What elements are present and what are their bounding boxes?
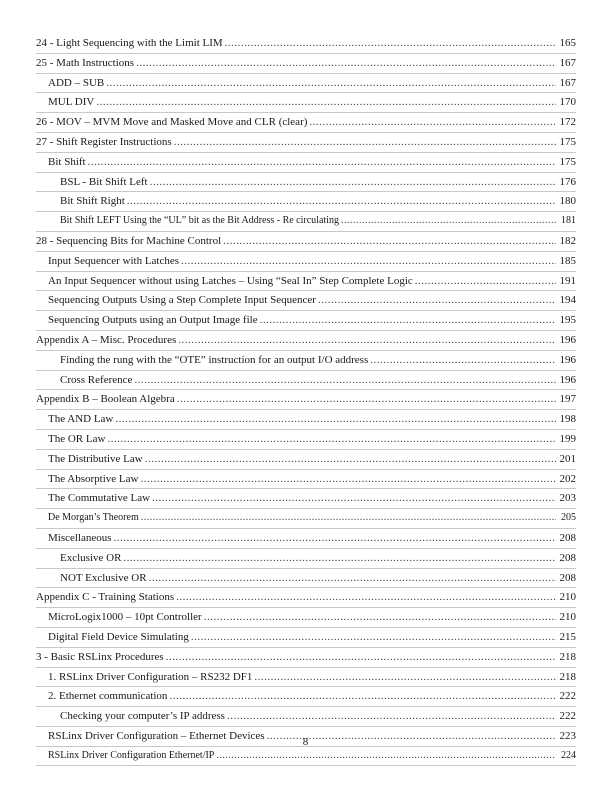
toc-entry-line (36, 588, 576, 607)
toc-entry-line (48, 311, 576, 330)
toc-entry[interactable] (36, 588, 576, 608)
toc-entry[interactable] (36, 232, 576, 252)
toc-entry-page: 199 (559, 432, 576, 445)
toc-entry-title: An Input Sequencer without using Latches – Using “Seal In” Step Complete Logic (48, 274, 413, 287)
toc-entry[interactable] (36, 569, 576, 589)
toc-entry[interactable] (36, 450, 576, 470)
toc-entry-title: Input Sequencer with Latches (48, 254, 180, 267)
toc-entry[interactable] (36, 687, 576, 707)
toc-entry-title: Appendix A – Misc. Procedures (36, 333, 177, 346)
toc-entry[interactable] (36, 529, 576, 549)
toc-entry-line (36, 34, 576, 53)
toc-entry-line (60, 371, 576, 390)
toc-entry-title: The Absorptive Law (48, 472, 139, 485)
toc-entry-page: 175 (559, 135, 576, 148)
toc-dot-leader (223, 232, 556, 251)
toc-entry[interactable] (36, 311, 576, 331)
toc-entry-line (48, 252, 576, 271)
toc-entry-page: 175 (559, 155, 576, 168)
toc-entry[interactable] (36, 54, 576, 74)
toc-entry-title: The Distributive Law (48, 452, 143, 465)
toc-entry-page: 194 (559, 294, 576, 307)
toc-entry-page: 167 (559, 76, 576, 89)
toc-dot-leader (225, 34, 556, 53)
toc-entry-line (48, 450, 576, 469)
toc-entry-title: Bit Shift Right (60, 195, 125, 208)
toc-entry-line (36, 133, 576, 152)
toc-entry[interactable] (36, 430, 576, 450)
toc-dot-leader (152, 489, 556, 508)
toc-entry-page: 208 (559, 531, 576, 544)
toc-dot-leader (115, 410, 556, 429)
toc-entry[interactable] (36, 192, 576, 212)
toc-entry[interactable] (36, 173, 576, 193)
toc-entry[interactable] (36, 747, 576, 767)
toc-entry-title: Miscellaneous (48, 531, 112, 544)
toc-dot-leader (254, 668, 556, 687)
toc-entry[interactable] (36, 212, 576, 232)
toc-entry-page: 172 (559, 116, 576, 129)
toc-entry-page: 218 (559, 670, 576, 683)
toc-entry-title: RSLinx Driver Configuration Ethernet/IP (48, 749, 215, 761)
toc-entry-page: 222 (559, 710, 576, 723)
toc-entry-title: 25 - Math Instructions (36, 56, 135, 69)
toc-entry-page: 224 (561, 749, 576, 761)
toc-entry[interactable] (36, 608, 576, 628)
toc-entry-page: 218 (559, 650, 576, 663)
toc-dot-leader (370, 351, 556, 370)
toc-entry-title: The OR Law (48, 432, 106, 445)
toc-entry-line (48, 529, 576, 548)
toc-entry-title: Appendix B – Boolean Algebra (36, 393, 175, 406)
toc-entry-title: Sequencing Outputs using an Output Image file (48, 314, 258, 327)
toc-entry-page: 210 (559, 591, 576, 604)
toc-entry-page: 208 (559, 551, 576, 564)
toc-dot-leader (309, 113, 556, 132)
toc-entry[interactable] (36, 351, 576, 371)
toc-entry-line (60, 549, 576, 568)
toc-dot-leader (123, 549, 556, 568)
toc-dot-leader (191, 628, 556, 647)
toc-entry-page: 176 (559, 175, 576, 188)
toc-entry-title: Digital Field Device Simulating (48, 630, 189, 643)
toc-dot-leader (96, 93, 556, 112)
toc-entry[interactable] (36, 153, 576, 173)
toc-entry-line (36, 232, 576, 251)
toc-entry-page: 197 (559, 393, 576, 406)
toc-entry-line (60, 212, 576, 231)
toc-dot-leader (178, 331, 556, 350)
toc-dot-leader (177, 390, 556, 409)
toc-entry[interactable] (36, 34, 576, 54)
toc-entry-line (48, 291, 576, 310)
toc-entry-title: Cross Reference (60, 373, 133, 386)
toc-dot-leader (127, 192, 556, 211)
toc-entry-line (48, 470, 576, 489)
toc-entry-page: 180 (559, 195, 576, 208)
toc-entry-page: 202 (559, 472, 576, 485)
toc-entry-title: ADD – SUB (48, 76, 105, 89)
toc-entry-title: 27 - Shift Register Instructions (36, 135, 172, 148)
toc-entry-title: 24 - Light Sequencing with the Limit LIM (36, 37, 223, 49)
toc-entry-title: Bit Shift (48, 155, 86, 168)
toc-entry-title: 28 - Sequencing Bits for Machine Control (36, 234, 222, 247)
toc-entry-line (48, 509, 576, 528)
toc-entry-page: 205 (561, 512, 576, 524)
toc-entry-title: Checking your computer’s IP address (60, 710, 225, 723)
toc-dot-leader (227, 707, 556, 726)
toc-entry[interactable] (36, 628, 576, 648)
toc-entry[interactable] (36, 470, 576, 490)
toc-entry-page: 165 (559, 37, 576, 49)
toc-entry[interactable] (36, 390, 576, 410)
toc-entry[interactable] (36, 509, 576, 529)
toc-entry-title: RSLinx Driver Configuration – Ethernet Devices (48, 729, 265, 742)
toc-entry-page: 195 (559, 314, 576, 327)
toc-dot-leader (150, 173, 556, 192)
toc-entry-title: 26 - MOV – MVM Move and Masked Move and CLR (clear) (36, 116, 308, 129)
toc-dot-leader (181, 252, 556, 271)
toc-entry-page: 223 (559, 729, 576, 742)
toc-entry-line (48, 608, 576, 627)
toc-dot-leader (141, 509, 556, 528)
toc-entry-line (48, 93, 576, 112)
toc-dot-leader (149, 569, 556, 588)
toc-entry-line (48, 628, 576, 647)
toc-entry-line (60, 173, 576, 192)
toc-entry-title: Finding the rung with the “OTE” instruction for an output I/O address (60, 353, 369, 366)
toc-entry-line (60, 192, 576, 211)
toc-entry[interactable] (36, 707, 576, 727)
toc-dot-leader (134, 371, 556, 390)
toc-dot-leader (169, 687, 556, 706)
toc-entry-page: 201 (559, 452, 576, 465)
toc-entry[interactable] (36, 74, 576, 94)
toc-entry-line (48, 668, 576, 687)
toc-entry-line (36, 331, 576, 350)
toc-entry-line (36, 390, 576, 409)
toc-entry-line (60, 351, 576, 370)
toc-entry[interactable] (36, 291, 576, 311)
toc-entry-page: 191 (559, 274, 576, 287)
toc-dot-leader (415, 272, 556, 291)
toc-entry-line (36, 113, 576, 132)
toc-entry-title: De Morgan’s Theorem (48, 512, 139, 524)
toc-entry-page: 215 (559, 630, 576, 643)
toc-dot-leader (204, 608, 556, 627)
toc-dot-leader (145, 450, 556, 469)
toc-entry-title: Exclusive OR (60, 551, 122, 564)
toc-dot-leader (107, 430, 556, 449)
toc-entry[interactable] (36, 648, 576, 668)
toc-dot-leader (216, 747, 556, 766)
toc-entry-page: 185 (559, 254, 576, 267)
toc-entry[interactable] (36, 489, 576, 509)
toc-entry-page: 170 (559, 96, 576, 109)
page-number: 8 (302, 736, 309, 748)
toc-entry-title: 3 - Basic RSLinx Procedures (36, 650, 164, 663)
toc-entry-page: 222 (559, 690, 576, 703)
table-of-contents (36, 34, 576, 766)
toc-entry-page: 208 (559, 571, 576, 584)
toc-entry[interactable] (36, 272, 576, 292)
toc-entry-title: Bit Shift LEFT Using the “UL” bit as the Bit Address - Re circulating (60, 215, 339, 227)
toc-entry-line (48, 430, 576, 449)
toc-entry-page: 198 (559, 413, 576, 426)
toc-entry[interactable] (36, 410, 576, 430)
toc-entry-title: Appendix C - Training Stations (36, 591, 175, 604)
toc-entry-page: 182 (559, 234, 576, 247)
toc-entry[interactable] (36, 133, 576, 153)
toc-entry-line (48, 747, 576, 766)
toc-entry[interactable] (36, 331, 576, 351)
toc-entry-page: 196 (559, 333, 576, 346)
toc-entry-line (36, 54, 576, 73)
toc-dot-leader (140, 470, 556, 489)
toc-entry[interactable] (36, 549, 576, 569)
toc-entry-page: 203 (559, 492, 576, 505)
toc-entry-page: 210 (559, 611, 576, 624)
toc-entry-title: Sequencing Outputs Using a Step Complete Input Sequencer (48, 294, 316, 307)
toc-dot-leader (318, 291, 556, 310)
toc-entry-page: 181 (561, 215, 576, 227)
toc-dot-leader (88, 153, 556, 172)
toc-entry-title: 2. Ethernet communication (48, 690, 168, 703)
toc-entry-title: BSL - Bit Shift Left (60, 175, 148, 188)
toc-entry-page: 167 (559, 56, 576, 69)
toc-entry[interactable] (36, 252, 576, 272)
toc-dot-leader (106, 74, 556, 93)
toc-entry[interactable] (36, 371, 576, 391)
toc-entry-line (48, 489, 576, 508)
toc-dot-leader (176, 588, 556, 607)
toc-dot-leader (341, 212, 556, 231)
toc-entry-line (36, 648, 576, 667)
toc-entry-line (60, 707, 576, 726)
toc-entry-line (48, 272, 576, 291)
toc-entry-title: MUL DIV (48, 96, 95, 109)
toc-entry-title: The AND Law (48, 413, 114, 426)
toc-entry-line (60, 569, 576, 588)
toc-entry-page: 196 (559, 373, 576, 386)
toc-entry-line (48, 687, 576, 706)
toc-entry-page: 196 (559, 353, 576, 366)
toc-dot-leader (166, 648, 556, 667)
toc-dot-leader (136, 54, 556, 73)
toc-dot-leader (174, 133, 556, 152)
toc-entry[interactable] (36, 668, 576, 688)
toc-dot-leader (114, 529, 556, 548)
toc-entry-line (48, 410, 576, 429)
toc-entry[interactable] (36, 113, 576, 133)
toc-entry-title: NOT Exclusive OR (60, 571, 147, 584)
toc-entry[interactable] (36, 93, 576, 113)
toc-entry-line (48, 74, 576, 93)
toc-entry-title: The Commutative Law (48, 492, 151, 505)
toc-entry-line (48, 153, 576, 172)
toc-dot-leader (260, 311, 556, 330)
toc-entry-title: 1. RSLinx Driver Configuration – RS232 DF1 (48, 670, 253, 683)
toc-entry-title: MicroLogix1000 – 10pt Controller (48, 611, 202, 624)
